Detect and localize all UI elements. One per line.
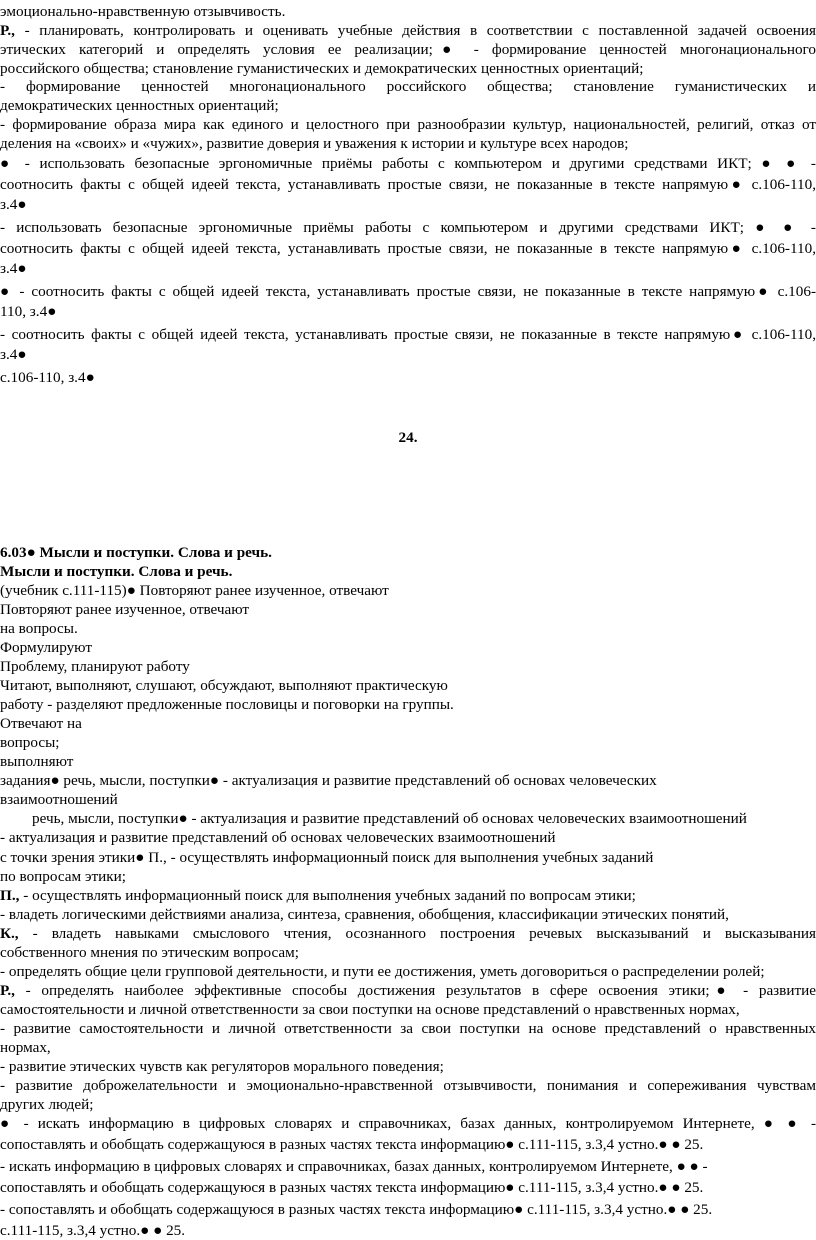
- line-text: выполняют: [0, 753, 74, 770]
- line-text: 110, з.4●: [0, 303, 57, 320]
- line-text: эмоционально-нравственную отзывчивость.: [0, 3, 286, 20]
- text-line: [0, 924, 816, 943]
- line-text: с точки зрения этики● П., - осуществлять информационный поиск для выполнения учебных заданий: [0, 849, 654, 866]
- text-line: [0, 302, 816, 321]
- line-text: 6.03● Мысли и поступки. Слова и речь.: [0, 544, 272, 561]
- line-text: - планировать, контролировать и оценивать учебные действия в соответствии с поставленной задачей освоения: [14, 22, 816, 39]
- text-line: [0, 714, 816, 733]
- line-text: (учебник с.111-115)● Повторяют ранее изученное, отвечают: [0, 582, 389, 599]
- line-text: - осуществлять информационный поиск для выполнения учебных заданий по вопросам этики;: [19, 887, 636, 904]
- line-text: на вопросы.: [0, 620, 78, 637]
- line-text: ● - соотносить факты с общей идеей текста, устанавливать простые связи, не показанные в тексте напрямую● с.106-: [0, 283, 816, 300]
- line-text: - искать информацию в цифровых словарях и справочниках, базах данных, контролируемом Интернете, ● ● -: [0, 1158, 708, 1175]
- line-text: - сопоставлять и обобщать содержащуюся в разных частях текста информацию● с.111-115, з.3,4 устно.● ● 25.: [0, 1201, 713, 1218]
- line-text: работу - разделяют предложенные пословицы и поговорки на группы.: [0, 696, 454, 713]
- text-line: [0, 771, 816, 790]
- line-text: сопоставлять и обобщать содержащуюся в разных частях текста информацию● с.111-115, з.3,4 устно.● ● 25.: [0, 1179, 704, 1196]
- line-text: задания● речь, мысли, поступки● - актуализация и развитие представлений об основах человеческих: [0, 772, 657, 789]
- text-line: [0, 1000, 816, 1019]
- line-text: - развитие самостоятельности и личной ответственности за свои поступки на основе представлений о нравственных: [0, 1020, 816, 1037]
- text-line: [0, 1135, 816, 1154]
- line-text: соотносить факты с общей идеей текста, устанавливать простые связи, не показанные в тексте напрямую● с.106-110,: [0, 176, 816, 193]
- text-line: [0, 175, 816, 194]
- line-text: с.111-115, з.3,4 устно.● ● 25.: [0, 1222, 186, 1239]
- text-line: [0, 943, 816, 962]
- text-line: [0, 1200, 816, 1219]
- line-text: - развитие этических чувств как регуляторов морального поведения;: [0, 1058, 444, 1075]
- text-line: [0, 115, 816, 134]
- text-line: [0, 195, 816, 214]
- line-text: этических категорий и определять условия ее реализации;● - формирование ценностей многонационального: [0, 41, 816, 58]
- line-text: - владеть навыками смыслового чтения, осознанного построения речевых высказываний и высказывания: [18, 925, 816, 942]
- text-line: [0, 619, 816, 638]
- line-text: - использовать безопасные эргономичные приёмы работы с компьютером и другими средствами ИКТ; ● ● -: [0, 219, 816, 236]
- text-line: [0, 428, 816, 447]
- section-label: Р.,: [0, 982, 15, 999]
- text-line: [0, 1221, 816, 1240]
- line-text: вопросы;: [0, 734, 60, 751]
- text-line: [0, 600, 816, 619]
- line-text: Мысли и поступки. Слова и речь.: [0, 563, 233, 580]
- text-line: [0, 848, 816, 867]
- line-text: Отвечают на: [0, 715, 82, 732]
- line-text: самостоятельности и личной ответственности за свои поступки на основе представлений о нравственных нормах,: [0, 1001, 740, 1018]
- line-text: 24.: [398, 429, 418, 446]
- text-line: [0, 1157, 816, 1176]
- line-text: других людей;: [0, 1096, 94, 1113]
- line-text: - актуализация и развитие представлений об основах человеческих взаимоотношений: [0, 829, 556, 846]
- text-line: [0, 259, 816, 278]
- line-text: Читают, выполняют, слушают, обсуждают, выполняют практическую: [0, 677, 448, 694]
- text-line: [0, 218, 816, 237]
- text-line: [32, 809, 816, 828]
- line-text: Повторяют ранее изученное, отвечают: [0, 601, 250, 618]
- text-line: [0, 562, 816, 581]
- text-line: [0, 2, 816, 21]
- text-line: [0, 1076, 816, 1095]
- line-text: з.4●: [0, 196, 27, 213]
- line-text: з.4●: [0, 346, 27, 363]
- line-text: Проблему, планируют работу: [0, 658, 190, 675]
- section-label: К.,: [0, 925, 19, 942]
- line-text: речь, мысли, поступки● - актуализация и развитие представлений об основах человеческих взаимоотношений: [32, 810, 747, 827]
- line-text: взаимоотношений: [0, 791, 118, 808]
- text-line: [0, 638, 816, 657]
- line-text: ● - использовать безопасные эргономичные приёмы работы с компьютером и другими средствами ИКТ; ● ● -: [0, 155, 816, 172]
- text-line: [0, 1038, 816, 1057]
- line-text: - определять наиболее эффективные способы достижения результатов в сфере освоения этики;● - развитие: [14, 982, 816, 999]
- text-line: [0, 981, 816, 1000]
- text-line: [0, 21, 816, 40]
- line-text: ● - искать информацию в цифровых словарях и справочниках, базах данных, контролируемом Интернете, ● ● -: [0, 1115, 816, 1132]
- text-line: [0, 657, 816, 676]
- text-line: [0, 962, 816, 981]
- line-text: - определять общие цели групповой деятельности, и пути ее достижения, уметь договориться о распределении ролей;: [0, 963, 765, 980]
- line-text: нормах,: [0, 1039, 51, 1056]
- text-line: [0, 59, 816, 78]
- text-line: [0, 1057, 816, 1076]
- text-line: [0, 733, 816, 752]
- section-label: П.,: [0, 887, 20, 904]
- text-line: [0, 752, 816, 771]
- text-line: [0, 345, 816, 364]
- text-line: [0, 1019, 816, 1038]
- line-text: российского общества; становление гуманистических и демократических ценностных ориентаций;: [0, 60, 644, 77]
- line-text: Формулируют: [0, 639, 92, 656]
- text-line: [0, 676, 816, 695]
- text-line: [0, 282, 816, 301]
- line-text: - формирование образа мира как единого и целостного при разнообразии культур, национальностей, религий, отказ от: [0, 116, 816, 133]
- line-text: - владеть логическими действиями анализа, синтеза, сравнения, обобщения, классификации этических понятий,: [0, 906, 729, 923]
- text-line: [0, 828, 816, 847]
- text-line: [0, 867, 816, 886]
- text-line: [0, 695, 816, 714]
- line-text: демократических ценностных ориентаций;: [0, 97, 279, 114]
- text-line: [0, 325, 816, 344]
- line-text: з.4●: [0, 260, 27, 277]
- text-line: [0, 1178, 816, 1197]
- text-line: [0, 239, 816, 258]
- text-line: [0, 40, 816, 59]
- line-text: собственного мнения по этическим вопросам;: [0, 944, 299, 961]
- text-line: [0, 96, 816, 115]
- line-text: по вопросам этики;: [0, 868, 126, 885]
- text-line: [0, 368, 816, 387]
- text-line: [0, 134, 816, 153]
- line-text: - соотносить факты с общей идеей текста, устанавливать простые связи, не показанные в тексте напрямую● с.106-110,: [0, 326, 816, 343]
- text-line: [0, 581, 816, 600]
- line-text: - формирование ценностей многонационального российского общества; становление гуманистических и: [0, 78, 816, 95]
- text-line: [0, 1095, 816, 1114]
- line-text: с.106-110, з.4●: [0, 369, 95, 386]
- section-label: Р.,: [0, 22, 15, 39]
- text-line: [0, 543, 816, 562]
- line-text: сопоставлять и обобщать содержащуюся в разных частях текста информацию● с.111-115, з.3,4 устно.● ● 25.: [0, 1136, 704, 1153]
- line-text: деления на «своих» и «чужих», развитие доверия и уважения к истории и культуре всех народов;: [0, 135, 629, 152]
- text-line: [0, 1114, 816, 1133]
- text-line: [0, 886, 816, 905]
- text-line: [0, 905, 816, 924]
- line-text: соотносить факты с общей идеей текста, устанавливать простые связи, не показанные в тексте напрямую● с.106-110,: [0, 240, 816, 257]
- text-line: [0, 790, 816, 809]
- text-line: [0, 77, 816, 96]
- line-text: - развитие доброжелательности и эмоционально-нравственной отзывчивости, понимания и сопереживания чувствам: [0, 1077, 816, 1094]
- text-line: [0, 154, 816, 173]
